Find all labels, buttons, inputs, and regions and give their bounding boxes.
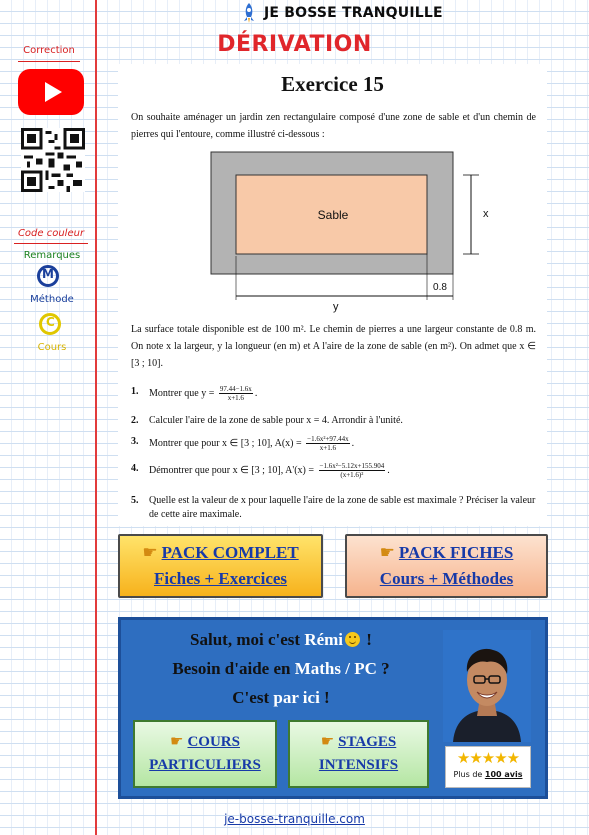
brand[interactable]: [238, 2, 443, 24]
question-3: [131, 435, 541, 452]
cours-particuliers-button[interactable]: ☛ COURS PARTICULIERS: [133, 720, 277, 788]
exercise-intro: On souhaite aménager un jardin zen rectangulaire composé d'une zone de sable et d'un chemin de pierres qui l'entoure, comme illustré ci-dessous :: [131, 112, 536, 140]
formula-fraction: $\frac{97.44-1.6x}{x+1.6}$: [219, 385, 252, 402]
color-code-underline: [14, 243, 88, 244]
legend-methode: Méthode: [30, 294, 74, 305]
methode-icon: [37, 265, 59, 287]
correction-underline: [18, 61, 80, 62]
question-text: Montrer que pour x ∈ [3 ; 10], A(x) = $\frac{\text{−1.6x²+97.44x}}{x+1.6}$ .: [149, 435, 355, 452]
question-1: [131, 385, 541, 402]
pointing-hand-icon: ☛: [320, 732, 335, 750]
y-label: y: [333, 301, 339, 313]
margin-line: [95, 0, 97, 835]
review-count: Plus de 100 avis: [453, 770, 523, 779]
legend-remarques: Remarques: [23, 250, 81, 261]
question-2: [131, 414, 541, 428]
youtube-icon[interactable]: [18, 69, 84, 115]
question-number: 2.: [131, 415, 139, 426]
tutoring-promo: [118, 617, 548, 799]
pointing-hand-icon: ☛: [379, 543, 395, 563]
star-rating-icon: ★★★★★: [456, 749, 520, 767]
pointing-hand-icon: ☛: [170, 732, 184, 750]
question-number: 5.: [131, 495, 139, 506]
pack-complet-button[interactable]: ☛ PACK COMPLET Fiches + Exercices: [118, 534, 323, 598]
formula-fraction: $\frac{\text{−1.6x²−5.12x+155.904}}{\text{(x+1.6)²}}$: [319, 462, 385, 479]
question-text: Démontrer que pour x ∈ [3 ; 10], A'(x) = $\frac{\text{−1.6x²−5.12x+155.904}}{\text{(x+1.6)²}}$ .: [149, 462, 390, 479]
exercise-description: La surface totale disponible est de 100 m². Le chemin de pierres a une largeur constante de 0.8 m. On note x la largeur, y la longueur (en m) et A l'aire de la zone de sable (en m²). On admet que x ∈ [3 ; 10].: [131, 324, 536, 369]
formula-fraction: $\frac{\text{−1.6x²+97.44x}}{x+1.6}$: [307, 435, 349, 452]
question-text: Quelle est la valeur de x pour laquelle l'aire de la zone de sable est maximale ? Préciser la valeur de cette aire maximale.: [149, 495, 536, 520]
brand-name: JE BOSSE TRANQUILLE: [264, 5, 443, 21]
cours-icon: [39, 313, 61, 335]
promo-help-line: Besoin d'aide en Maths / PC ?: [172, 659, 390, 678]
exercise-title: Exercice 15: [281, 72, 384, 96]
question-text: Montrer que y = $\frac{97.44-1.6x}{x+1.6}$ .: [149, 385, 258, 402]
smiley-icon: [345, 632, 360, 647]
question-4: [131, 462, 541, 479]
path-width-label: 0.8: [433, 282, 447, 293]
x-label: x: [483, 208, 489, 220]
correction-label: Correction: [23, 45, 75, 56]
color-code-label: Code couleur: [17, 228, 85, 239]
tutor-portrait: [443, 630, 531, 742]
chapter-title: DÉRIVATION: [217, 32, 372, 57]
promo-greeting: Salut, moi c'est Rémi !: [190, 630, 372, 649]
question-number: 3.: [131, 436, 139, 447]
website-link[interactable]: je-bosse-tranquille.com: [224, 812, 365, 826]
question-number: 1.: [131, 386, 139, 397]
question-text: Calculer l'aire de la zone de sable pour x = 4. Arrondir à l'unité.: [149, 415, 403, 426]
legend-cours: Cours: [37, 342, 67, 353]
question-5: [131, 494, 541, 522]
garden-diagram: [203, 150, 493, 302]
pointing-hand-icon: ☛: [142, 543, 158, 563]
pack-fiches-button[interactable]: ☛ PACK FICHES Cours + Méthodes: [345, 534, 548, 598]
rocket-logo-icon: [238, 2, 260, 24]
play-icon: [45, 82, 62, 102]
promo-cta-line[interactable]: C'est par ici !: [232, 688, 330, 707]
qr-code-icon[interactable]: [21, 128, 85, 192]
question-number: 4.: [131, 463, 139, 474]
sand-label: Sable: [317, 208, 349, 222]
exercise-card: [118, 64, 547, 526]
stages-intensifs-button[interactable]: ☛ STAGES INTENSIFS: [288, 720, 429, 788]
rating-box[interactable]: [445, 746, 531, 788]
